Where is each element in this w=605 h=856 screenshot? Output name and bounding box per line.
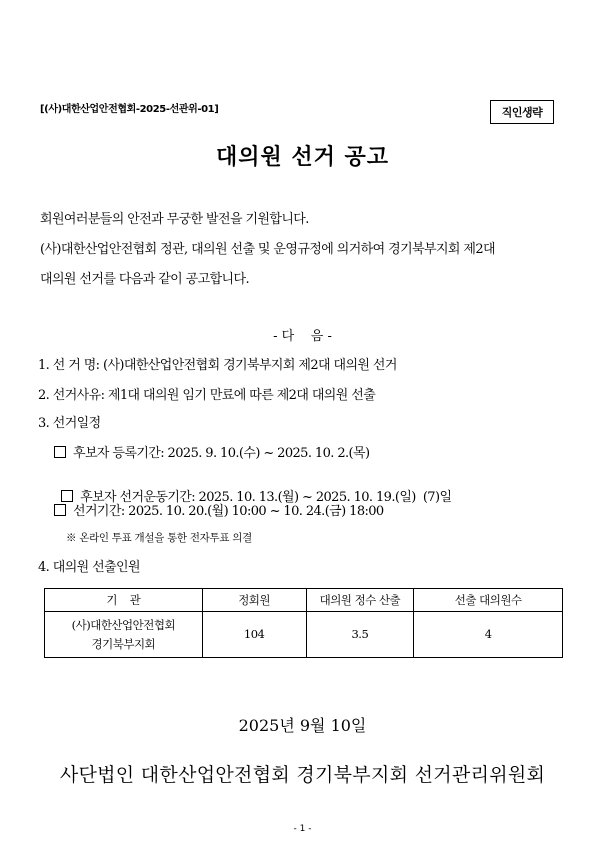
table-row [45,612,563,658]
checkbox-square-icon [54,504,66,516]
cell-organization [45,612,203,658]
header-members: 정회원 [202,589,306,612]
schedule-campaign-text: 후보자 선거운동기간: 2025. 10. 13.(월) ~ 2025. 10. 19.(일) (7)일 [80,490,452,505]
seal-omitted-box [490,100,554,124]
header-elected-count: 선출 대의원수 [414,589,563,612]
intro-line-2: (사)대한산업안전협회 정관, 대의원 선출 및 운영규정에 의거하여 경기북부지회 제2대 [40,242,495,257]
page-number: - 1 - [293,824,312,834]
section-heading: - 다 음 - [273,329,332,344]
cell-elected-count: 4 [414,612,563,658]
schedule-registration-text: 후보자 등록기간: 2025. 9. 10.(수) ~ 2025. 10. 2.(목) [73,446,370,461]
document-number: [(사)대한산업안전협회-2025-선관위-01] [40,104,219,115]
header-organization: 기 관 [45,589,203,612]
schedule-registration [54,442,369,461]
organization-line-1: (사)대한산업안전협회 [71,617,176,632]
cell-quota-calc: 3.5 [306,612,414,658]
schedule-note: ※ 온라인 투표 개설을 통한 전자투표 의결 [66,532,252,544]
delegate-table [44,588,563,658]
seal-omitted-label: 직인생략 [501,106,543,119]
organization-line-2: 경기북부지회 [91,636,156,651]
checkbox-square-icon [54,446,66,458]
item-election-name: 1. 선 거 명: (사)대한산업안전협회 경기북부지회 제2대 대의원 선거 [38,358,397,373]
schedule-voting [54,500,384,519]
issuing-organization: 사단법인 대한산업안전협회 경기북부지회 선거관리위원회 [59,764,546,786]
table-header-row [45,589,563,612]
intro-line-3: 대의원 선거를 다음과 같이 공고합니다. [40,272,249,287]
announcement-date: 2025년 9월 10일 [238,716,367,735]
header-quota-calc: 대의원 정수 산출 [306,589,414,612]
item-election-reason: 2. 선거사유: 제1대 대의원 임기 만료에 따른 제2대 대의원 선출 [38,388,376,403]
cell-members: 104 [202,612,306,658]
item-elected-count: 4. 대의원 선출인원 [38,560,140,575]
schedule-voting-text: 선거기간: 2025. 10. 20.(월) 10:00 ~ 10. 24.(금) 18:00 [73,504,384,519]
page-title: 대의원 선거 공고 [215,145,390,170]
intro-line-1: 회원여러분들의 안전과 무궁한 발전을 기원합니다. [40,212,309,227]
item-election-schedule: 3. 선거일정 [38,416,101,431]
